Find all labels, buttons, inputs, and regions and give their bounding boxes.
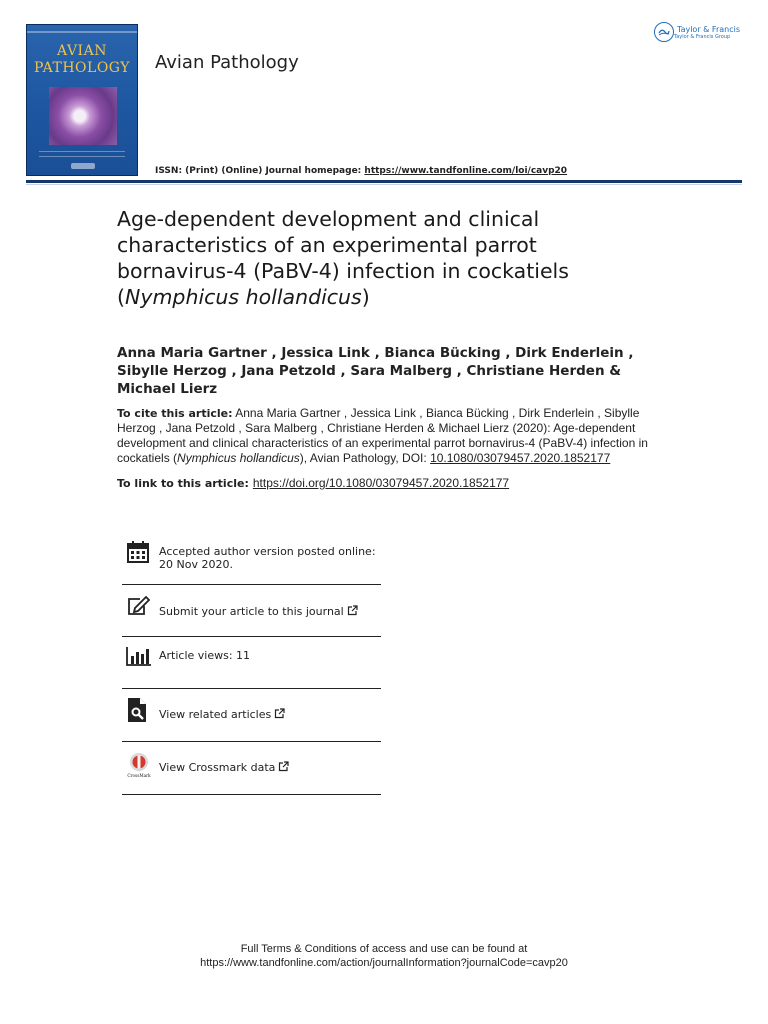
citation-doi-link[interactable]: 10.1080/03079457.2020.1852177 xyxy=(430,451,611,465)
cover-title-line1: AVIAN xyxy=(57,43,107,59)
accepted-item xyxy=(122,538,381,584)
external-link-icon xyxy=(347,605,358,616)
article-doi-link[interactable]: https://doi.org/10.1080/03079457.2020.1852177 xyxy=(252,476,510,490)
publisher-name: Taylor & Francis xyxy=(677,24,740,34)
crossmark-logo-text: CrossMark xyxy=(127,773,151,778)
calendar-icon xyxy=(126,540,152,566)
terms-url[interactable]: https://www.tandfonline.com/action/journalInformation?journalCode=cavp20 xyxy=(200,957,568,969)
cover-publisher-logo xyxy=(71,163,95,169)
related-articles-link[interactable] xyxy=(159,708,379,721)
terms-footer xyxy=(0,942,768,970)
crossmark-icon xyxy=(126,752,152,778)
issn-text: ISSN: (Print) (Online) Journal homepage: xyxy=(155,166,365,176)
author-list: Anna Maria Gartner , Jessica Link , Bianca Bücking , Dirk Enderlein , Sibylle Herzog , Jana Petzold , Sara Malberg , Christiane Herden & Michael Lierz xyxy=(117,345,634,397)
external-link-icon xyxy=(278,761,289,772)
related-articles-item[interactable] xyxy=(122,689,381,741)
crossmark-link[interactable] xyxy=(159,761,379,774)
citation-text-end: ), Avian Pathology, DOI: xyxy=(299,451,431,465)
external-link-icon xyxy=(274,708,285,719)
cover-top-band xyxy=(27,31,137,33)
title-species: Nymphicus hollandicus xyxy=(125,285,362,309)
publisher-logo-icon xyxy=(654,22,674,42)
article-views-text: Article views: 11 xyxy=(159,649,251,662)
terms-text: Full Terms & Conditions of access and use can be found at xyxy=(240,943,528,955)
publisher-subtitle: Taylor & Francis Group xyxy=(674,33,731,40)
cover-divider xyxy=(39,151,125,152)
crossmark-item[interactable] xyxy=(122,742,381,794)
citation-label: To cite this article: xyxy=(117,407,233,420)
submit-article-label: Submit your article to this journal xyxy=(159,605,344,618)
citation-text: Anna Maria Gartner , Jessica Link , Bianca Bücking , Dirk Enderlein , Sibylle Herzog , Jana Petzold , Sara Malberg , Christiane Herden & Michael Lierz (2020): Age-dependent development and clinical characteristics of an experimental parrot bornavirus-4 (PaBV-4) infection in cockatiels ( xyxy=(117,406,648,465)
cover-title-line2: PATHOLOGY xyxy=(34,60,130,76)
accepted-date-text: Accepted author version posted online: 20 Nov 2020. xyxy=(159,545,376,571)
header-rule-thin xyxy=(26,184,742,185)
citation-block xyxy=(117,406,652,466)
submit-article-item[interactable] xyxy=(122,585,381,637)
article-info-panel xyxy=(122,538,381,798)
submit-article-link[interactable] xyxy=(159,605,379,618)
article-title xyxy=(117,206,657,310)
journal-cover-image xyxy=(26,24,138,176)
document-search-icon xyxy=(126,697,152,723)
title-text: Age-dependent development and clinical characteristics of an experimental parrot bornavirus-4 (PaBV-4) infection in cockatiels ( xyxy=(117,207,569,309)
citation-species: Nymphicus hollandicus xyxy=(177,451,300,465)
title-close: ) xyxy=(361,285,370,309)
link-label: To link to this article: xyxy=(117,477,249,490)
article-views-item xyxy=(122,637,381,689)
cover-divider xyxy=(39,156,125,157)
journal-homepage-link[interactable]: https://www.tandfonline.com/loi/cavp20 xyxy=(364,166,568,176)
issn-line xyxy=(155,166,567,176)
article-link-line xyxy=(117,476,509,490)
publisher-logo xyxy=(654,22,740,42)
cover-micrograph xyxy=(49,87,117,145)
related-articles-label: View related articles xyxy=(159,708,272,721)
header-rule xyxy=(26,180,742,183)
cover-title xyxy=(27,43,137,77)
panel-divider xyxy=(122,794,381,795)
bar-chart-icon xyxy=(126,646,152,672)
crossmark-label: View Crossmark data xyxy=(159,761,276,774)
journal-name: Avian Pathology xyxy=(155,52,299,73)
edit-icon xyxy=(126,595,152,621)
